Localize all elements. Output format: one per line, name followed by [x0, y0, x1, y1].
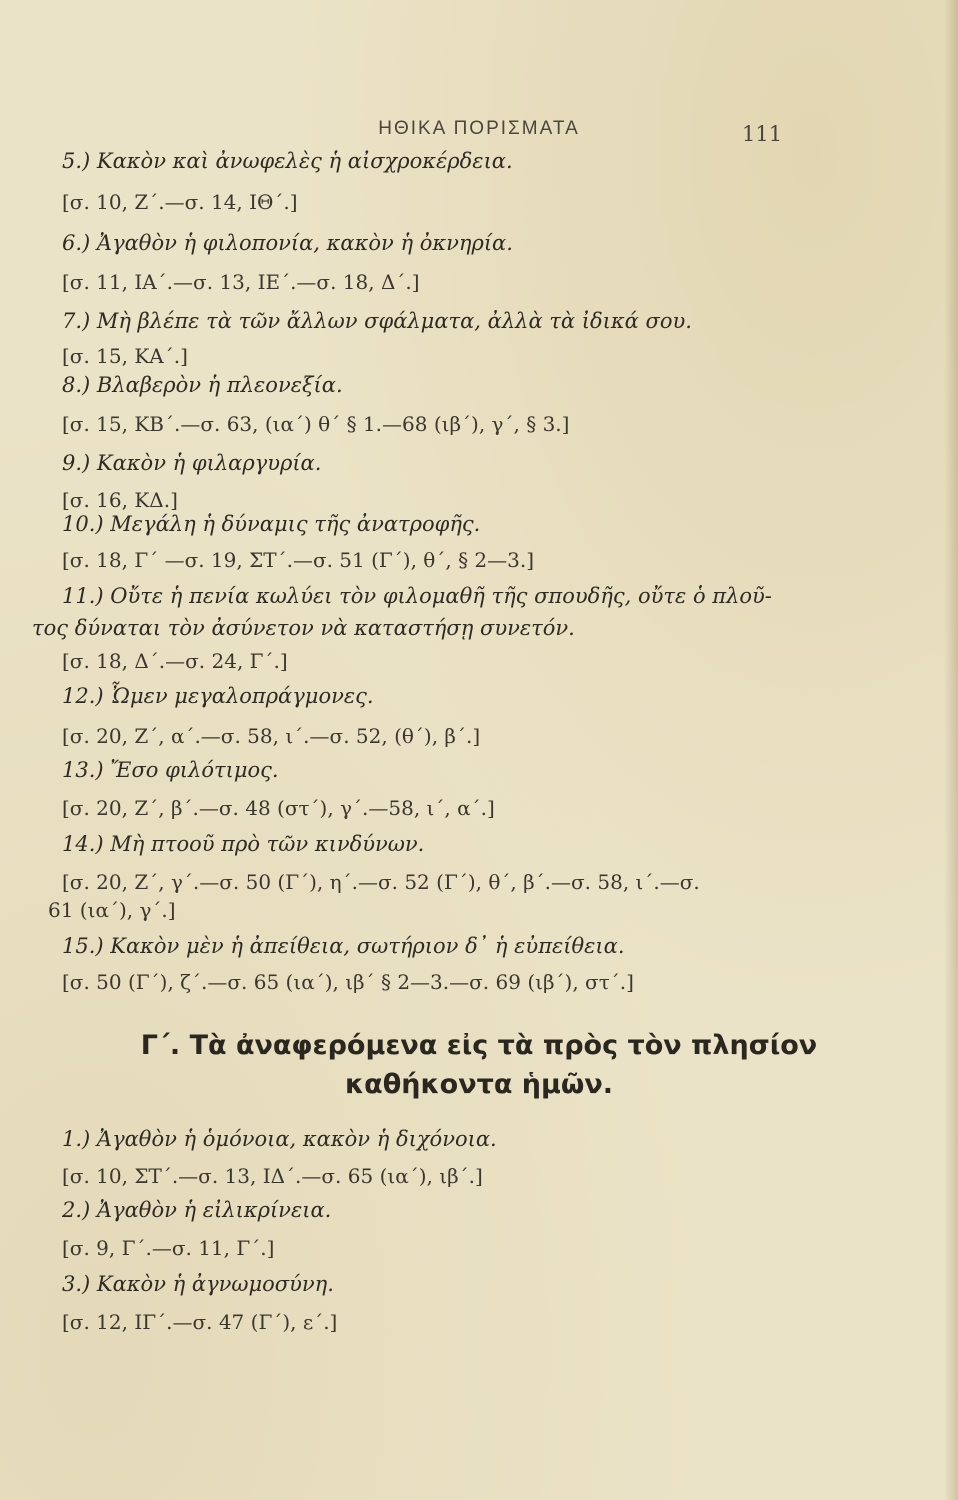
- reference-13: [σ. 20, Ζ΄, β΄.—σ. 48 (στ΄), γ΄.—58, ι΄, α΄.]: [62, 796, 495, 820]
- section-maxim-2: 2.) Ἀγαθὸν ἡ εἰλικρίνεια.: [62, 1198, 332, 1222]
- maxim-7: 7.) Μὴ βλέπε τὰ τῶν ἄλλων σφάλματα, ἀλλὰ τὰ ἰδικά σου.: [62, 309, 692, 333]
- page-number: 111: [742, 122, 783, 146]
- reference-6: [σ. 11, ΙΑ΄.—σ. 13, ΙΕ΄.—σ. 18, Δ΄.]: [62, 270, 420, 294]
- maxim-5: 5.) Κακὸν καὶ ἀνωφελὲς ἡ αἰσχροκέρδεια.: [62, 149, 513, 173]
- reference-10: [σ. 18, Γ΄ —σ. 19, ΣΤ΄.—σ. 51 (Γ΄), θ΄, § 2—3.]: [62, 548, 535, 572]
- page-edge-shadow: [944, 0, 958, 1500]
- reference-15: [σ. 50 (Γ΄), ζ΄.—σ. 65 (ια΄), ιβ΄ § 2—3.—σ. 69 (ιβ΄), στ΄.]: [62, 970, 634, 994]
- reference-9: [σ. 16, ΚΔ.]: [62, 488, 178, 512]
- section-maxim-3: 3.) Κακὸν ἡ ἀγνωμοσύνη.: [62, 1272, 334, 1296]
- maxim-14: 14.) Μὴ πτοοῦ πρὸ τῶν κινδύνων.: [62, 832, 425, 856]
- maxim-15: 15.) Κακὸν μὲν ἡ ἀπείθεια, σωτήριον δ᾽ ἡ εὐπείθεια.: [62, 934, 625, 958]
- maxim-6: 6.) Ἀγαθὸν ἡ φιλοπονία, κακὸν ἡ ὀκνηρία.: [62, 231, 513, 255]
- maxim-12: 12.) Ὦμεν μεγαλοπράγμονες.: [62, 684, 374, 708]
- reference-5: [σ. 10, Ζ΄.—σ. 14, ΙΘ΄.]: [62, 190, 298, 214]
- maxim-10: 10.) Μεγάλη ἡ δύναμις τῆς ἀνατροφῆς.: [62, 512, 481, 536]
- section-heading-line-2: καθήκοντα ἡμῶν.: [344, 1069, 613, 1100]
- section-reference-3: [σ. 12, ΙΓ΄.—σ. 47 (Γ΄), ε΄.]: [62, 1310, 338, 1334]
- reference-14-line-1: [σ. 20, Ζ΄, γ΄.—σ. 50 (Γ΄), η΄.—σ. 52 (Γ΄), θ΄, β΄.—σ. 58, ι΄.—σ.: [62, 870, 700, 894]
- reference-12: [σ. 20, Ζ΄, α΄.—σ. 58, ι΄.—σ. 52, (θ΄), β΄.]: [62, 724, 481, 748]
- section-heading-line-1: Γ΄. Τὰ ἀναφερόμενα εἰς τὰ πρὸς τὸν πλησίον: [140, 1030, 818, 1061]
- maxim-8: 8.) Βλαβερὸν ἡ πλεονεξία.: [62, 373, 343, 397]
- maxim-9: 9.) Κακὸν ἡ φιλαργυρία.: [62, 451, 322, 475]
- section-reference-2: [σ. 9, Γ΄.—σ. 11, Γ΄.]: [62, 1236, 275, 1260]
- maxim-11-line-2: τος δύναται τὸν ἀσύνετον νὰ καταστήσῃ συνετόν.: [32, 616, 575, 640]
- maxim-11-line-1: 11.) Οὔτε ἡ πενία κωλύει τὸν φιλομαθῆ τῆς σπουδῆς, οὔτε ὁ πλοῦ-: [62, 584, 772, 608]
- reference-8: [σ. 15, ΚΒ΄.—σ. 63, (ια΄) θ΄ § 1.—68 (ιβ΄), γ΄, § 3.]: [62, 412, 570, 436]
- section-reference-1: [σ. 10, ΣΤ΄.—σ. 13, ΙΔ΄.—σ. 65 (ια΄), ιβ΄.]: [62, 1164, 483, 1188]
- maxim-13: 13.) Ἔσο φιλότιμος.: [62, 758, 279, 782]
- section-maxim-1: 1.) Ἀγαθὸν ἡ ὁμόνοια, κακὸν ἡ διχόνοια.: [62, 1127, 497, 1151]
- running-head: ΗΘΙΚΑ ΠΟΡΙΣΜΑΤΑ: [378, 118, 580, 139]
- reference-7: [σ. 15, ΚΑ΄.]: [62, 344, 188, 368]
- reference-11: [σ. 18, Δ΄.—σ. 24, Γ΄.]: [62, 649, 288, 673]
- reference-14-line-2: 61 (ια΄), γ΄.]: [48, 898, 176, 922]
